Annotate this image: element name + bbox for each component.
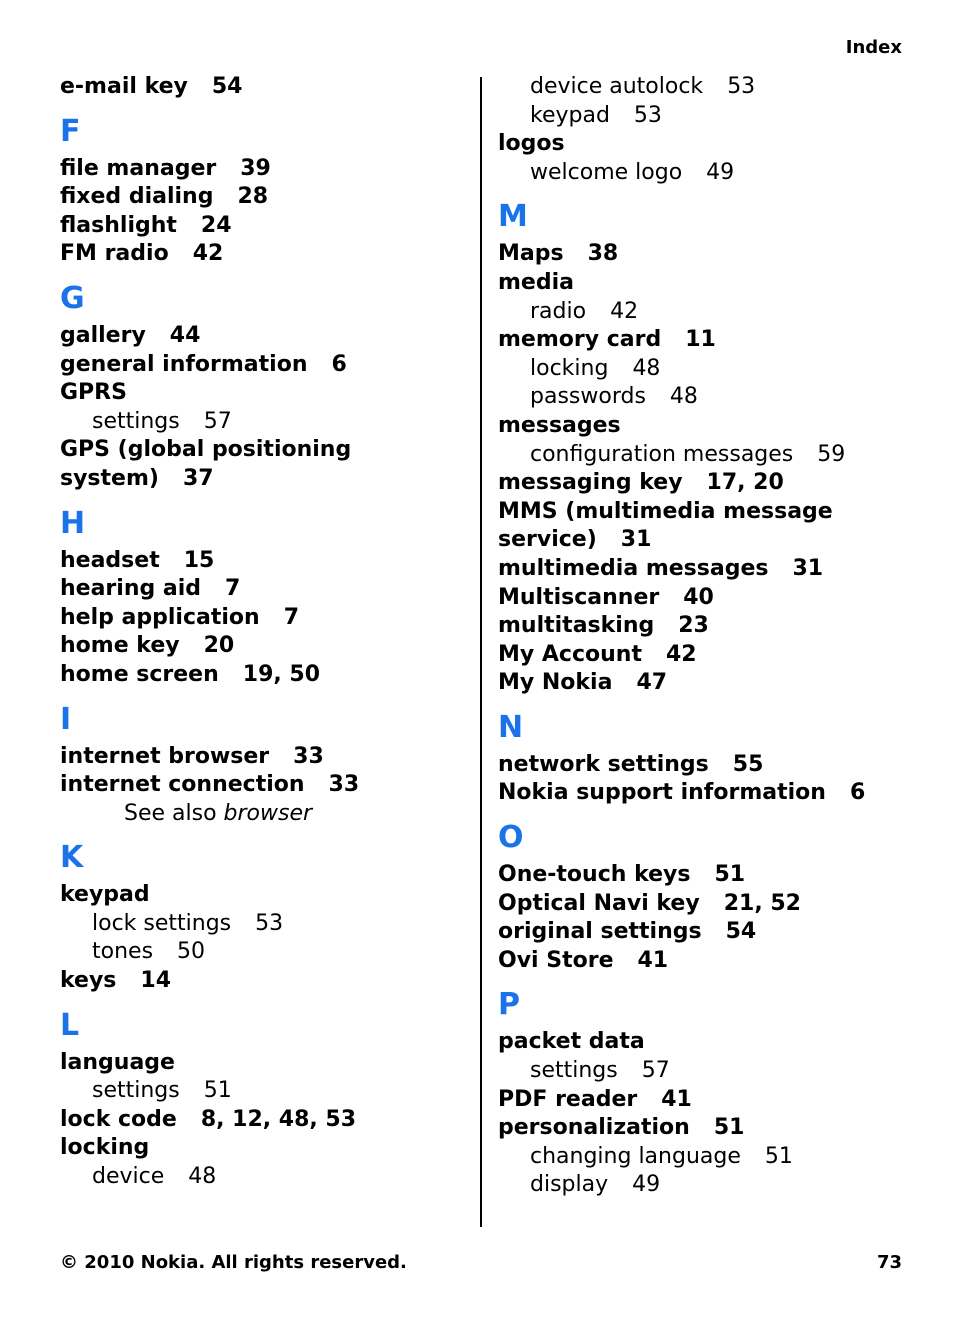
index-entry	[498, 240, 918, 269]
index-entry	[60, 604, 460, 633]
entry-pages: 7	[225, 576, 241, 602]
entry-term: packet data	[498, 1029, 645, 1055]
entry-pages: 19, 50	[242, 661, 321, 687]
entry-pages: 31	[792, 555, 824, 581]
index-subentry	[498, 102, 918, 131]
entry-term: system)	[60, 465, 159, 491]
entry-pages: 54	[211, 74, 243, 99]
entry-term: settings	[92, 408, 180, 434]
entry-term: hearing aid	[60, 576, 202, 602]
entry-term: changing language	[530, 1143, 741, 1169]
index-entry	[498, 1028, 918, 1057]
index-entry	[60, 771, 460, 800]
section-letter: K	[60, 840, 84, 876]
index-entry	[60, 1049, 460, 1078]
entry-pages: 39	[240, 155, 271, 181]
index-entry	[498, 751, 918, 780]
column-divider	[480, 77, 482, 1227]
entry-pages: 53	[727, 74, 756, 99]
entry-pages: 49	[632, 1172, 661, 1198]
entry-term: network settings	[498, 751, 709, 777]
index-entry	[498, 861, 918, 890]
entry-term: My Nokia	[498, 670, 613, 696]
entry-term: radio	[530, 298, 587, 324]
entry-pages: 21, 52	[723, 890, 801, 916]
entry-pages: 20	[203, 633, 235, 659]
entry-term: welcome logo	[530, 159, 683, 185]
index-column-right	[498, 73, 918, 1200]
entry-pages: 7	[283, 604, 299, 630]
index-entry	[498, 918, 918, 947]
entry-pages: 51	[764, 1143, 793, 1169]
entry-pages: 49	[706, 159, 735, 185]
entry-pages: 41	[661, 1086, 692, 1112]
index-entry	[498, 779, 918, 808]
entry-term: messages	[498, 412, 621, 438]
index-entry	[498, 130, 918, 159]
entry-term: home key	[60, 633, 180, 659]
entry-term: messaging key	[498, 470, 683, 496]
index-entry	[60, 379, 460, 408]
entry-term: language	[60, 1049, 175, 1075]
index-entry	[498, 269, 918, 298]
entry-pages: 42	[665, 641, 697, 667]
entry-term: Nokia support information	[498, 780, 826, 806]
entry-term: display	[530, 1172, 609, 1198]
entry-pages: 50	[177, 939, 206, 965]
index-entry	[498, 498, 918, 527]
index-column-left	[60, 73, 460, 1192]
index-entry	[498, 326, 918, 355]
index-subentry	[498, 1171, 918, 1200]
index-entry	[60, 632, 460, 661]
entry-term: lock settings	[92, 910, 232, 936]
running-header: Index	[845, 37, 902, 58]
index-entry	[498, 641, 918, 670]
entry-term: home screen	[60, 661, 219, 687]
index-entry	[498, 469, 918, 498]
entry-pages: 48	[669, 384, 698, 410]
entry-pages: 33	[293, 743, 324, 769]
index-entry	[60, 240, 460, 269]
entry-pages: 6	[849, 780, 866, 806]
entry-term: Multiscanner	[498, 584, 660, 610]
page-number: 73	[876, 1252, 902, 1273]
entry-pages: 23	[678, 613, 709, 639]
index-entry	[498, 526, 918, 555]
section-letter: M	[498, 199, 528, 235]
entry-term: multimedia messages	[498, 555, 769, 581]
index-subentry	[60, 1077, 460, 1106]
entry-term: e-mail key	[60, 74, 188, 99]
entry-pages: 15	[183, 547, 215, 573]
index-entry	[60, 212, 460, 241]
index-entry	[60, 155, 460, 184]
entry-term: service)	[498, 527, 597, 553]
entry-pages: 55	[732, 751, 764, 777]
section-letter: O	[498, 820, 524, 856]
entry-term: headset	[60, 547, 160, 573]
index-subentry	[498, 1057, 918, 1086]
entry-term: tones	[92, 939, 154, 965]
entry-term: GPS (global positioning	[60, 437, 352, 463]
index-subentry	[60, 938, 460, 967]
index-entry	[498, 584, 918, 613]
section-letter: H	[60, 505, 86, 541]
index-subentry	[498, 1143, 918, 1172]
entry-term: help application	[60, 604, 260, 630]
index-entry	[60, 351, 460, 380]
index-entry	[498, 890, 918, 919]
entry-pages: 37	[182, 465, 214, 491]
entry-term: internet browser	[60, 743, 270, 769]
index-entry	[60, 881, 460, 910]
entry-term: My Account	[498, 641, 642, 667]
entry-term: Ovi Store	[498, 947, 614, 973]
index-entry	[498, 669, 918, 698]
entry-term: keys	[60, 968, 117, 994]
entry-pages: 47	[636, 670, 668, 696]
entry-pages: 42	[610, 298, 639, 324]
index-entry	[498, 1086, 918, 1115]
entry-term: One-touch keys	[498, 862, 691, 888]
entry-term: lock code	[60, 1106, 177, 1132]
entry-pages: 44	[169, 322, 201, 348]
entry-pages: 33	[328, 772, 360, 798]
index-entry	[60, 547, 460, 576]
index-subentry	[60, 910, 460, 939]
entry-term: locking	[530, 355, 609, 381]
entry-term: file manager	[60, 155, 217, 181]
entry-pages: 54	[725, 919, 757, 945]
entry-term: keypad	[530, 102, 610, 128]
index-subentry	[60, 408, 460, 437]
entry-term: GPRS	[60, 380, 127, 406]
section-letter: F	[60, 113, 81, 149]
index-entry	[60, 322, 460, 351]
index-subentry	[498, 73, 918, 102]
entry-pages: 11	[685, 327, 716, 353]
entry-term: See also	[124, 800, 217, 826]
entry-pages: 6	[331, 351, 347, 377]
entry-term: MMS (multimedia message	[498, 498, 833, 524]
entry-term: fixed dialing	[60, 184, 214, 210]
entry-term: multitasking	[498, 613, 655, 639]
index-entry	[60, 1106, 460, 1135]
index-subentry	[498, 298, 918, 327]
section-letter: P	[498, 987, 520, 1023]
entry-pages: 28	[237, 184, 269, 210]
entry-term: PDF reader	[498, 1086, 638, 1112]
entry-pages: 42	[192, 241, 224, 267]
entry-pages: 41	[637, 947, 669, 973]
entry-term: settings	[92, 1078, 180, 1104]
entry-pages: 40	[683, 584, 714, 610]
index-entry	[60, 436, 460, 465]
index-entry	[60, 575, 460, 604]
section-letter: G	[60, 280, 85, 316]
index-subentry	[498, 159, 918, 188]
index-subentry	[498, 441, 918, 470]
entry-pages: 51	[203, 1078, 232, 1104]
entry-pages: 57	[641, 1058, 670, 1084]
entry-term: logos	[498, 131, 565, 157]
entry-pages: 24	[200, 212, 232, 238]
entry-term: gallery	[60, 322, 146, 348]
entry-pages: 48	[632, 355, 661, 381]
index-entry	[60, 73, 460, 102]
entry-pages: 14	[140, 968, 172, 994]
entry-pages: 17, 20	[706, 470, 784, 496]
index-entry	[60, 743, 460, 772]
entry-pages: 31	[620, 527, 652, 553]
entry-term: keypad	[60, 882, 150, 908]
index-entry	[60, 967, 460, 996]
entry-term: device	[92, 1164, 165, 1190]
entry-term: FM radio	[60, 241, 169, 267]
index-entry	[60, 465, 460, 494]
entry-pages: 59	[817, 441, 846, 467]
section-letter: N	[498, 709, 524, 745]
index-see-also	[60, 800, 460, 829]
entry-pages: 53	[633, 102, 662, 128]
index-entry	[60, 1134, 460, 1163]
index-subentry	[498, 355, 918, 384]
entry-pages: 51	[713, 1115, 745, 1141]
entry-term: flashlight	[60, 212, 177, 238]
entry-term: general information	[60, 351, 308, 377]
entry-term: personalization	[498, 1115, 690, 1141]
index-entry	[498, 612, 918, 641]
entry-pages: 53	[255, 910, 284, 936]
entry-pages: 38	[587, 241, 619, 267]
entry-term: Maps	[498, 241, 564, 267]
entry-pages: 48	[188, 1164, 217, 1190]
entry-term: memory card	[498, 327, 662, 353]
section-letter: L	[60, 1007, 80, 1043]
index-entry	[498, 1114, 918, 1143]
entry-pages: 8, 12, 48, 53	[200, 1106, 357, 1132]
see-also-reference: browser	[223, 800, 313, 826]
index-entry	[60, 661, 460, 690]
entry-term: configuration messages	[530, 441, 794, 467]
index-entry	[498, 412, 918, 441]
section-letter: I	[60, 701, 72, 737]
entry-term: passwords	[530, 384, 646, 410]
index-entry	[60, 183, 460, 212]
copyright-notice: © 2010 Nokia. All rights reserved.	[60, 1252, 407, 1273]
entry-term: media	[498, 269, 574, 295]
entry-term: original settings	[498, 919, 702, 945]
entry-pages: 51	[714, 862, 746, 888]
index-entry	[498, 947, 918, 976]
entry-term: locking	[60, 1135, 150, 1161]
index-subentry	[60, 1163, 460, 1192]
index-entry	[498, 555, 918, 584]
index-subentry	[498, 383, 918, 412]
entry-term: settings	[530, 1058, 618, 1084]
entry-term: device autolock	[530, 74, 704, 99]
entry-pages: 57	[203, 408, 232, 434]
entry-term: internet connection	[60, 772, 305, 798]
entry-term: Optical Navi key	[498, 890, 700, 916]
